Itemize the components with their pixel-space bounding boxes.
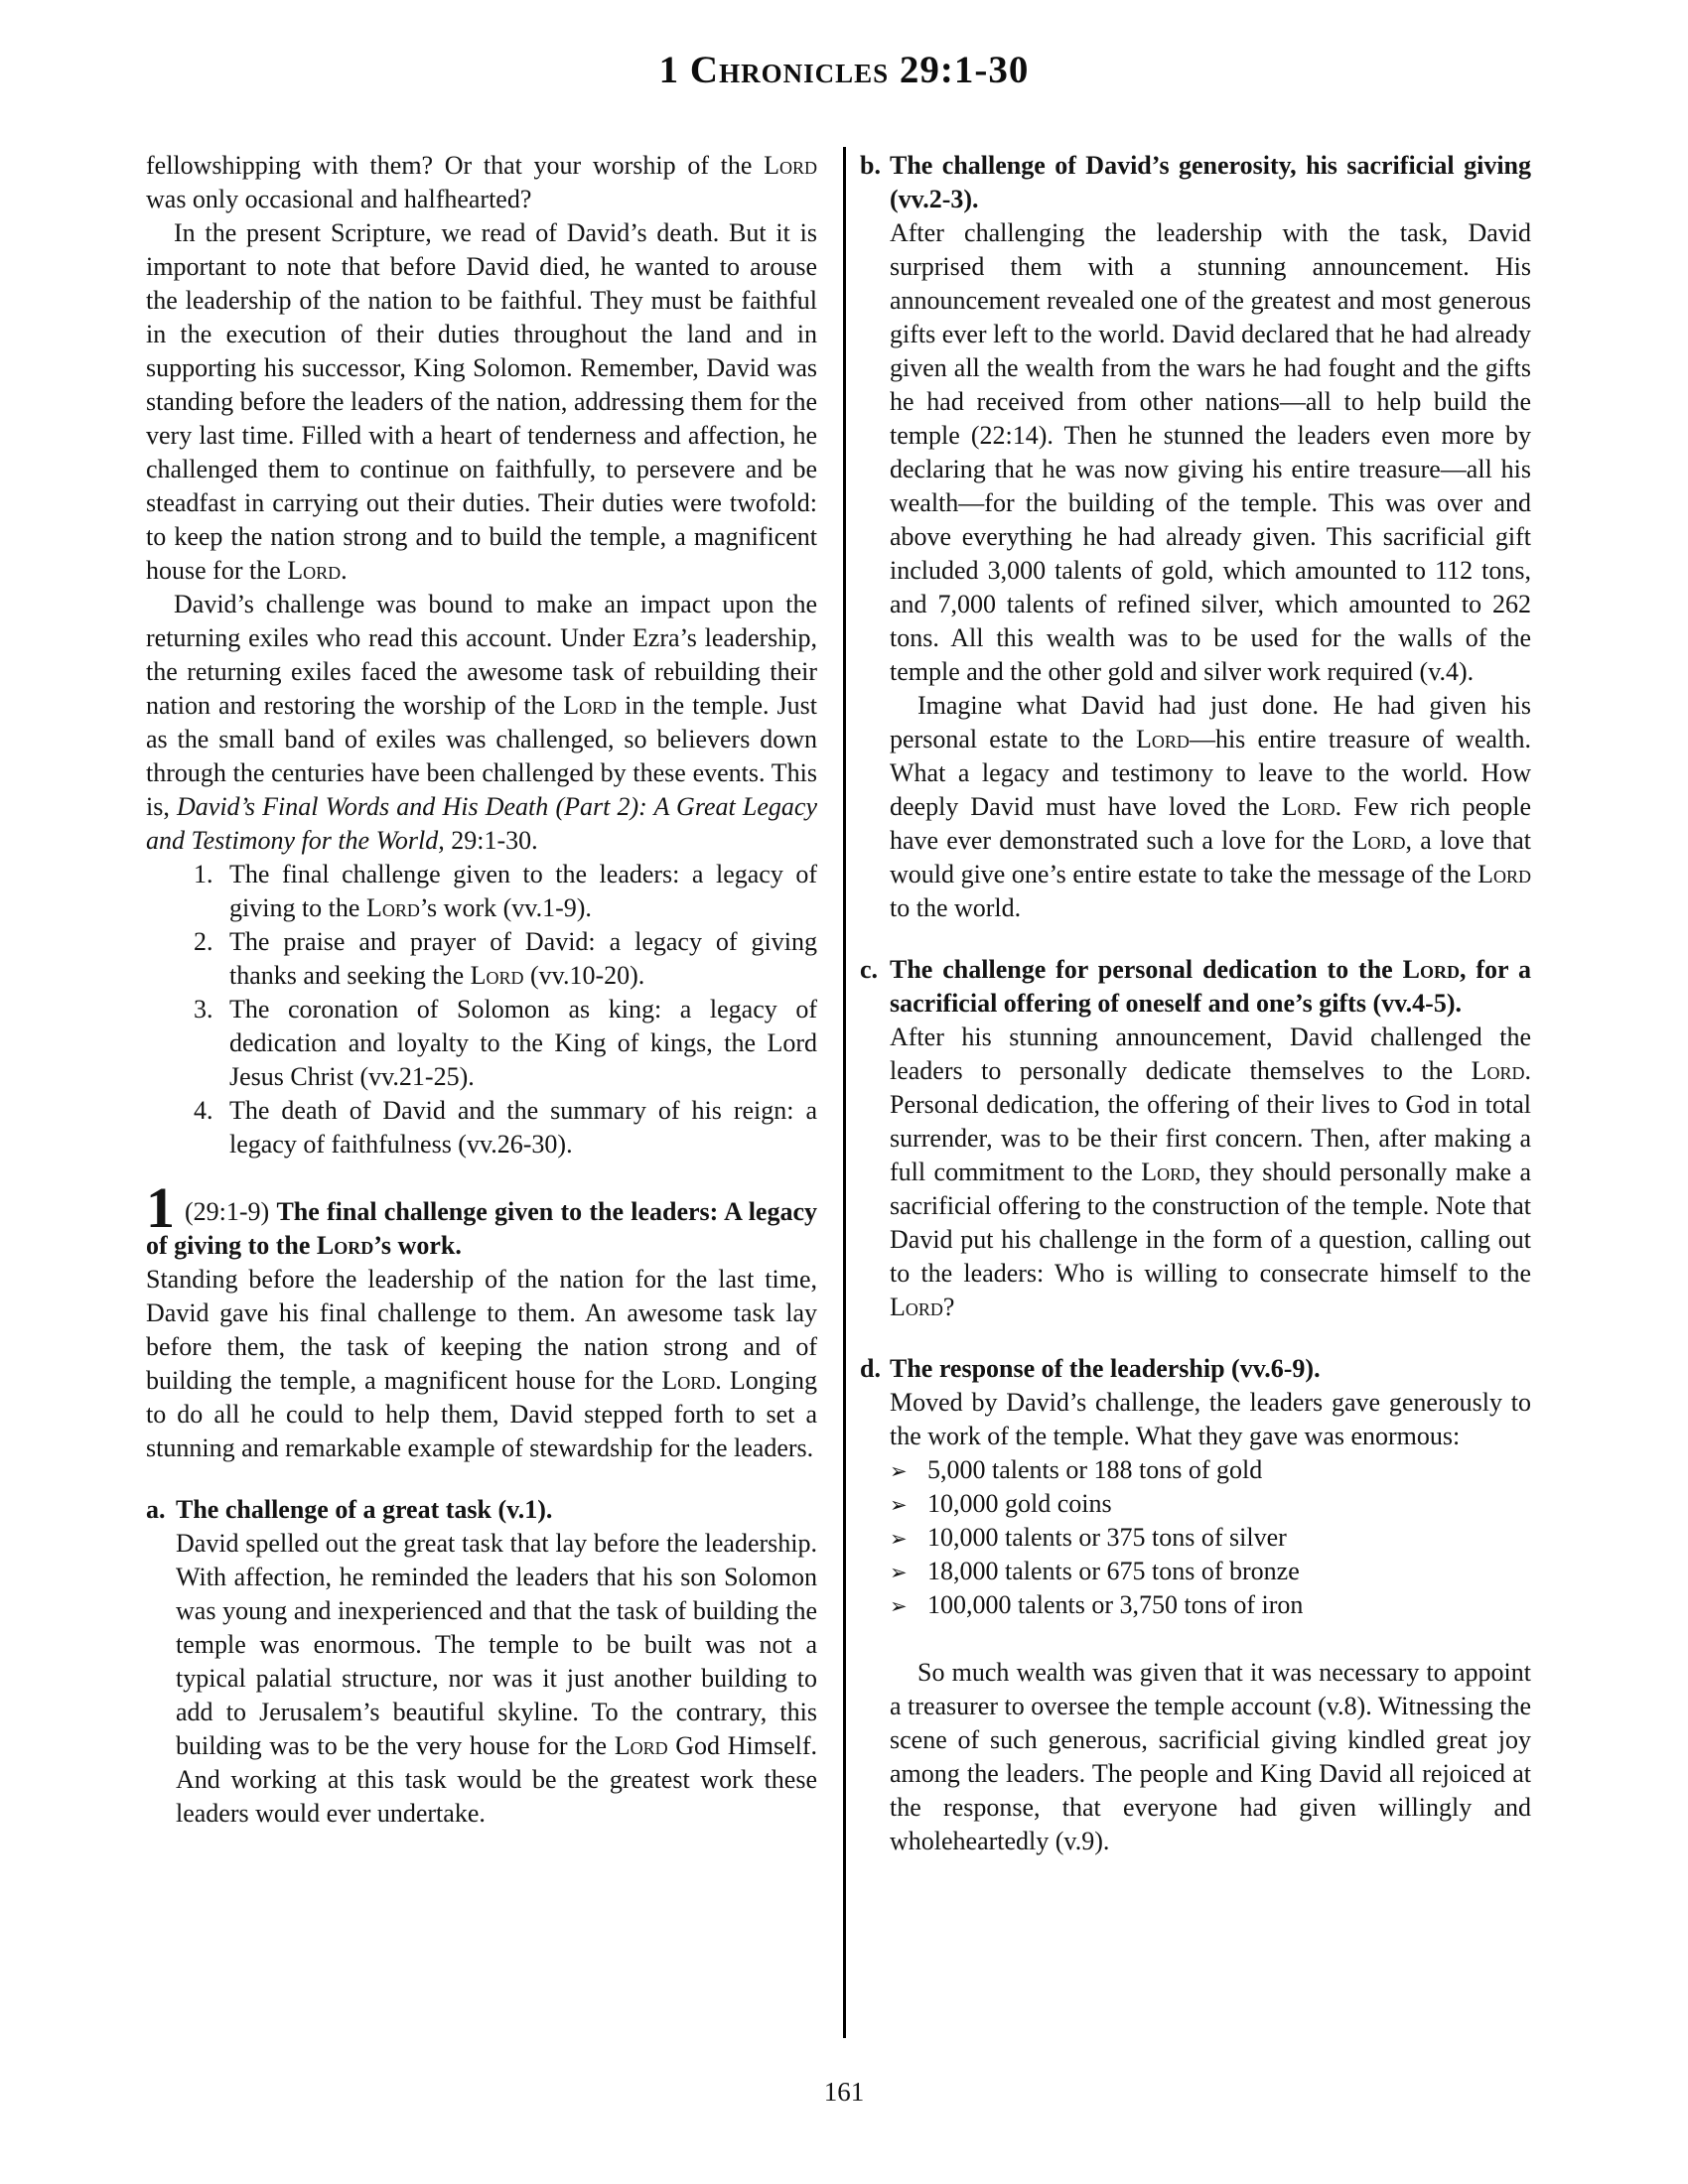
arrow-bullet-icon: ➢ (890, 1493, 908, 1517)
chapter-number: 1 (146, 1175, 175, 1240)
bullet-item: ➢ 10,000 talents or 375 tons of silver (890, 1521, 1531, 1555)
arrow-bullet-icon: ➢ (890, 1527, 908, 1551)
bullet-item: ➢ 100,000 talents or 3,750 tons of iron (890, 1588, 1531, 1622)
paragraph: After his stunning announcement, David challenged the leaders to personally dedicate themselves to the Lord. Personal dedication, the offering of their lives to God in total surrender, was to be their first concern. Then, after making a full commitment to the Lord, they should personally make a sacrificial offering to the construction of the temple. Note that David put his challenge in the form of a question, calling out to the leaders: Who is willing to consecrate himself to the Lord? (890, 1023, 1531, 1321)
list-number: 2. (194, 927, 213, 956)
subsection-letter: b. (860, 151, 881, 180)
column-divider (843, 147, 846, 2038)
arrow-bullet-icon: ➢ (890, 1594, 908, 1618)
list-number: 3. (194, 995, 213, 1024)
paragraph: Moved by David’s challenge, the leaders gave generously to the work of the temple. What they gave was enormous: (890, 1388, 1531, 1450)
outline-list-item: 4. The death of David and the summary of his reign: a legacy of faithfulness (vv.26-30). (194, 1096, 817, 1159)
paragraph: David’s challenge was bound to make an impact upon the returning exiles who read this account. Under Ezra’s leadership, the returning exiles faced the awesome task of rebuilding their nation and restoring the worship of the Lord in the temple. Just as the small band of exiles was challenged, so believers down through the centuries have been challenged by these events. This is, David’s Final Words and His Death (Part 2): A Great Legacy and Testimony for the World, 29:1-30. (146, 590, 817, 855)
paragraph: After challenging the leadership with the task, David surprised them with a stunning announcement. His announcement revealed one of the greatest and most generous gifts ever left to the world. David declared that he had already given all the wealth from the wars he had fought and the gifts he had received from other nations—all to help build the temple (22:14). Then he stunned the leaders even more by declaring that he was now giving his entire treasure—all his wealth—for the building of the temple. This was over and above everything he had already given. This sacrificial gift included 3,000 talents of gold, which amounted to 112 tons, and 7,000 talents of refined silver, which amounted to 262 tons. All this wealth was to be used for the walls of the temple and the other gold and silver work required (v.4). (890, 218, 1531, 686)
arrow-bullet-icon: ➢ (890, 1561, 908, 1584)
bullet-list (890, 1453, 1531, 1622)
subsection-heading: c. The challenge for personal dedication to the Lord, for a sacrificial offering of oneself and one’s gifts (vv.4-5). (860, 955, 1532, 1018)
subsection-heading: a. The challenge of a great task (v.1). (146, 1493, 817, 1527)
paragraph: Standing before the leadership of the nation for the last time, David gave his final challenge to them. An awesome task lay before them, the task of keeping the nation strong and of building the temple, a magnificent house for the Lord. Longing to do all he could to help them, David stepped forth to set a stunning and remarkable example of stewardship for the leaders. (146, 1265, 818, 1462)
bullet-item: ➢ 10,000 gold coins (890, 1487, 1531, 1521)
paragraph: David spelled out the great task that lay before the leadership. With affection, he reminded the leaders that his son Solomon was young and inexperienced and that the task of building the temple was enormous. The temple to be built was not a typical palatial structure, nor was it just another building to add to Jerusalem’s beautiful skyline. To the contrary, this building was to be the very house for the Lord God Himself. And working at this task would be the greatest work these leaders would ever undertake. (176, 1529, 817, 1828)
paragraph: In the present Scripture, we read of David’s death. But it is important to note that before David died, he wanted to arouse the leadership of the nation to be faithful. They must be faithful in the execution of their duties throughout the land and in supporting his successor, King Solomon. Remember, David was standing before the leaders of the nation, addressing them for the very last time. Filled with a heart of tenderness and affection, he challenged them to continue on faithfully, to persevere and be steadfast in carrying out their duties. Their duties were twofold: to keep the nation strong and to build the temple, a magnificent house for the Lord. (146, 218, 817, 585)
subsection-heading: d. The response of the leadership (vv.6-9). (860, 1352, 1531, 1386)
quote-paragraph: fellowshipping with them? Or that your worship of the Lord was only occasional and halfhearted? (146, 151, 817, 213)
outline-list-item: 2. The praise and prayer of David: a legacy of giving thanks and seeking the Lord (vv.10-20). (194, 927, 817, 990)
outline-list-item: 3. The coronation of Solomon as king: a legacy of dedication and loyalty to the King of kings, the Lord Jesus Christ (vv.21-25). (194, 995, 817, 1091)
outline-list (194, 858, 817, 1161)
page-number: 161 (823, 2077, 865, 2107)
section-heading: 1 (29:1-9) The final challenge given to the leaders: A legacy of giving to the Lord’s work. (146, 1175, 817, 1260)
list-number: 4. (194, 1096, 213, 1125)
subsection-letter: c. (860, 955, 879, 984)
paragraph: So much wealth was given that it was necessary to appoint a treasurer to oversee the temple account (v.8). Witnessing the scene of such generous, sacrificial giving kindled great joy among the leaders. The people and King David all rejoiced at the response, that everyone had given willingly and wholeheartedly (v.9). (890, 1658, 1531, 1855)
outline-list-item: 1. The final challenge given to the leaders: a legacy of giving to the Lord’s work (vv.1-9). (194, 860, 817, 922)
subsection-heading: b. The challenge of David’s generosity, his sacrificial giving (vv.2-3). (860, 151, 1531, 213)
list-number: 1. (194, 860, 213, 888)
arrow-bullet-icon: ➢ (890, 1459, 908, 1483)
subsection-letter: a. (146, 1495, 166, 1524)
bullet-item: ➢ 5,000 talents or 188 tons of gold (890, 1453, 1531, 1487)
bullet-item: ➢ 18,000 talents or 675 tons of bronze (890, 1555, 1531, 1588)
paragraph: Imagine what David had just done. He had given his personal estate to the Lord—his entire treasure of wealth. What a legacy and testimony to leave to the world. How deeply David must have loved the Lord. Few rich people have ever demonstrated such a love for the Lord, a love that would give one’s entire estate to take the message of the Lord to the world. (890, 691, 1531, 922)
left-column (146, 149, 817, 1831)
right-column (860, 149, 1531, 1858)
subsection-letter: d. (860, 1354, 881, 1383)
page-header: 1 Chronicles 29:1-30 (658, 49, 1030, 91)
